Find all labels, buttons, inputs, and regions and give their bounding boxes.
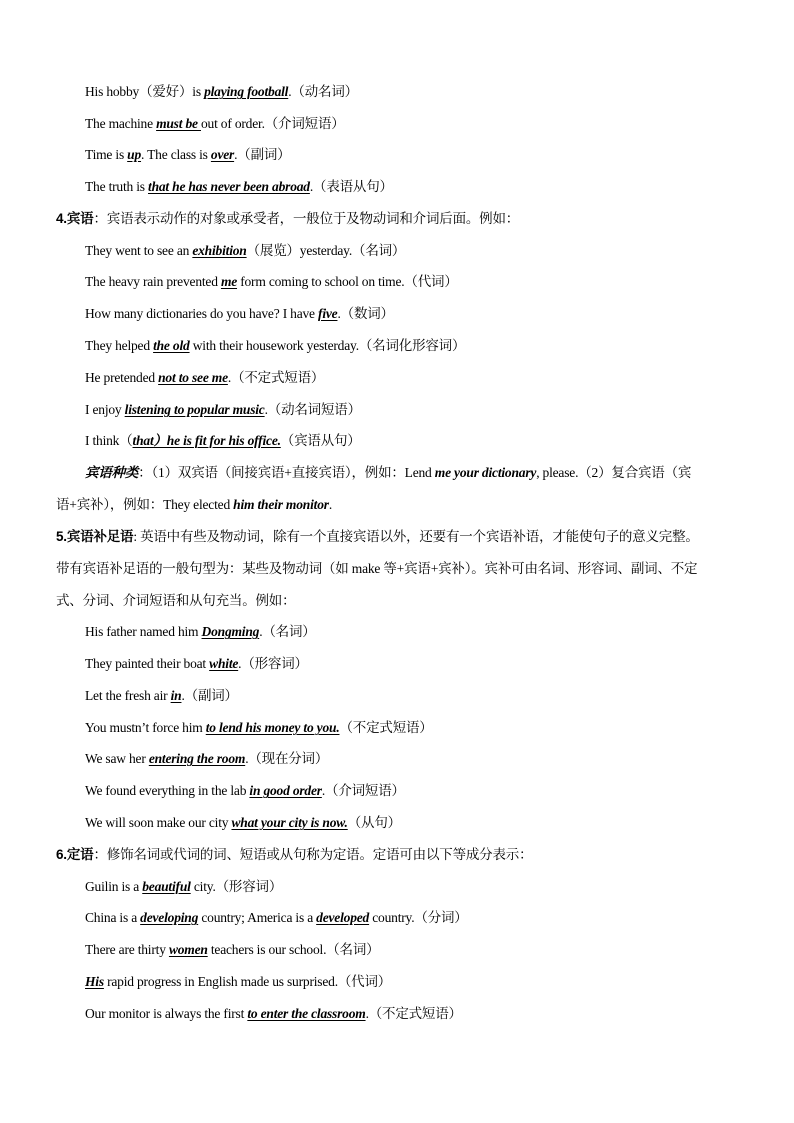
example-text: You mustn’t force him xyxy=(85,720,206,735)
example-highlight: must be xyxy=(156,116,201,131)
example-note: （不定式短语） xyxy=(339,720,433,735)
example-highlight: in xyxy=(170,688,182,703)
example-highlight: that he has never been abroad xyxy=(148,179,310,194)
example-line xyxy=(85,687,238,705)
example-text: Our monitor is always the first xyxy=(85,1006,248,1021)
example-text: China is a xyxy=(85,910,141,925)
example-highlight: up xyxy=(127,147,142,162)
example-highlight: in good order xyxy=(249,783,322,798)
example-line xyxy=(85,909,468,927)
object-kinds-line xyxy=(85,464,691,482)
object-kinds-emphasis: me your dictionary xyxy=(434,465,537,480)
example-line xyxy=(85,83,358,101)
example-highlight: developed xyxy=(316,910,370,925)
example-line xyxy=(85,782,405,800)
section-heading xyxy=(56,528,699,546)
object-kinds-text: . xyxy=(328,497,332,512)
example-highlight: listening to popular music xyxy=(124,402,265,417)
section-number: 4. xyxy=(56,211,67,226)
example-text: They painted their boat xyxy=(85,656,210,671)
example-text: Time is xyxy=(85,147,128,162)
object-kinds-text: 语+宾补），例如：They elected xyxy=(56,497,234,512)
example-highlight: playing football xyxy=(204,84,289,99)
object-kinds-line xyxy=(56,496,332,514)
example-line xyxy=(85,178,393,196)
example-note: .（不定式短语） xyxy=(365,1006,462,1021)
example-line xyxy=(85,1005,462,1023)
example-line xyxy=(85,146,290,164)
example-highlight: beautiful xyxy=(142,879,191,894)
example-note: .（名词） xyxy=(259,624,316,639)
example-note: country; America is a xyxy=(198,910,317,925)
example-highlight: Dongming xyxy=(201,624,260,639)
example-line xyxy=(85,878,282,896)
example-text: Guilin is a xyxy=(85,879,143,894)
example-highlight: women xyxy=(168,942,208,957)
example-highlight: what your city is now. xyxy=(231,815,348,830)
example-note: .（形容词） xyxy=(238,656,308,671)
example-note: .（数词） xyxy=(337,306,394,321)
example-text: The machine xyxy=(85,116,157,131)
section-description: ：宾语表示动作的对象或承受者，一般位于及物动词和介词后面。例如： xyxy=(93,211,520,226)
example-note: .（表语从句） xyxy=(309,179,393,194)
example-line xyxy=(85,655,308,673)
section-description: 式、分词、介词短语和从句充当。例如： xyxy=(56,593,296,608)
example-line xyxy=(85,305,394,323)
example-text: He pretended xyxy=(85,370,159,385)
example-note: .（介词短语） xyxy=(321,783,405,798)
example-highlight: entering the room xyxy=(148,751,246,766)
example-line xyxy=(85,941,379,959)
example-text: We saw her xyxy=(85,751,149,766)
section-number: 5. xyxy=(56,529,67,544)
object-kinds-text: ：（1）双宾语（间接宾语+直接宾语），例如：Lend xyxy=(138,465,435,480)
example-highlight: not to see me xyxy=(158,370,228,385)
example-line xyxy=(85,401,361,419)
example-line xyxy=(85,337,465,355)
section-number: 6. xyxy=(56,847,67,862)
example-line xyxy=(85,623,316,641)
example-note: （宾语从句） xyxy=(280,433,361,448)
example-highlight: developing xyxy=(140,910,199,925)
section-title: 定语 xyxy=(66,847,94,862)
example-note: .（现在分词） xyxy=(245,751,329,766)
example-highlight: five xyxy=(318,306,338,321)
example-note: （展览）yesterday.（名词） xyxy=(246,243,406,258)
example-text: The truth is xyxy=(85,179,149,194)
example-line xyxy=(85,432,361,450)
example-text: I think（ xyxy=(85,433,133,448)
example-text: They helped xyxy=(85,338,154,353)
example-text: How many dictionaries do you have? I have xyxy=(85,306,319,321)
example-highlight: me xyxy=(220,274,238,289)
example-text: I enjoy xyxy=(85,402,125,417)
example-note: teachers is our school.（名词） xyxy=(207,942,380,957)
object-kinds-label: 宾语种类 xyxy=(85,465,139,480)
example-text: His hobby（爱好）is xyxy=(85,84,205,99)
example-highlight: exhibition xyxy=(192,243,247,258)
example-note: rapid progress in English made us surprised.（代词） xyxy=(103,974,392,989)
section-description: : 英语中有些及物动词，除有一个直接宾语以外，还要有一个宾语补语，才能使句子的意义完整。 xyxy=(133,529,699,544)
example-line xyxy=(85,369,324,387)
example-highlight: that）he is fit for his office. xyxy=(132,433,281,448)
example-line xyxy=(85,115,345,133)
section-title: 宾语 xyxy=(66,211,94,226)
example-note: . The class is xyxy=(141,147,211,162)
example-highlight: the old xyxy=(153,338,190,353)
example-note: out of order.（介词短语） xyxy=(200,116,345,131)
example-highlight: white xyxy=(209,656,239,671)
example-note: country.（分词） xyxy=(369,910,468,925)
example-note: city.（形容词） xyxy=(190,879,283,894)
section-title: 宾语补足语 xyxy=(66,529,134,544)
example-note: form coming to school on time.（代词） xyxy=(237,274,458,289)
example-highlight: to lend his money to you. xyxy=(205,720,340,735)
example-text: We will soon make our city xyxy=(85,815,232,830)
object-kinds-emphasis: him their monitor xyxy=(233,497,329,512)
section-description: 带有宾语补足语的一般句型为：某些及物动词（如 make 等+宾语+宾补）。宾补可由名词、形容词、副词、不定 xyxy=(56,561,698,576)
example-line xyxy=(85,973,391,991)
example-line xyxy=(85,750,328,768)
example-note: .（副词） xyxy=(234,147,291,162)
example-text: His father named him xyxy=(85,624,202,639)
example-note: with their housework yesterday.（名词化形容词） xyxy=(189,338,466,353)
section-heading xyxy=(56,210,519,228)
example-text: They went to see an xyxy=(85,243,193,258)
object-kinds-text: , please.（2）复合宾语（宾 xyxy=(536,465,692,480)
example-note: .（动名词） xyxy=(288,84,358,99)
example-text: We found everything in the lab xyxy=(85,783,250,798)
example-line xyxy=(85,719,433,737)
example-line xyxy=(85,273,458,291)
example-highlight: over xyxy=(210,147,235,162)
example-text: The heavy rain prevented xyxy=(85,274,221,289)
example-highlight: to enter the classroom xyxy=(247,1006,366,1021)
example-note: .（不定式短语） xyxy=(227,370,325,385)
example-line xyxy=(85,242,405,260)
example-text: Let the fresh air xyxy=(85,688,171,703)
example-text: There are thirty xyxy=(85,942,169,957)
example-note: （从句） xyxy=(347,815,401,830)
section-description-line xyxy=(56,592,295,610)
example-highlight: His xyxy=(85,974,104,989)
section-description-line xyxy=(56,560,697,578)
section-heading xyxy=(56,846,532,864)
example-note: .（动名词短语） xyxy=(264,402,361,417)
example-line xyxy=(85,814,401,832)
section-description: ：修饰名词或代词的词、短语或从句称为定语。定语可由以下等成分表示： xyxy=(93,847,533,862)
example-note: .（副词） xyxy=(181,688,238,703)
